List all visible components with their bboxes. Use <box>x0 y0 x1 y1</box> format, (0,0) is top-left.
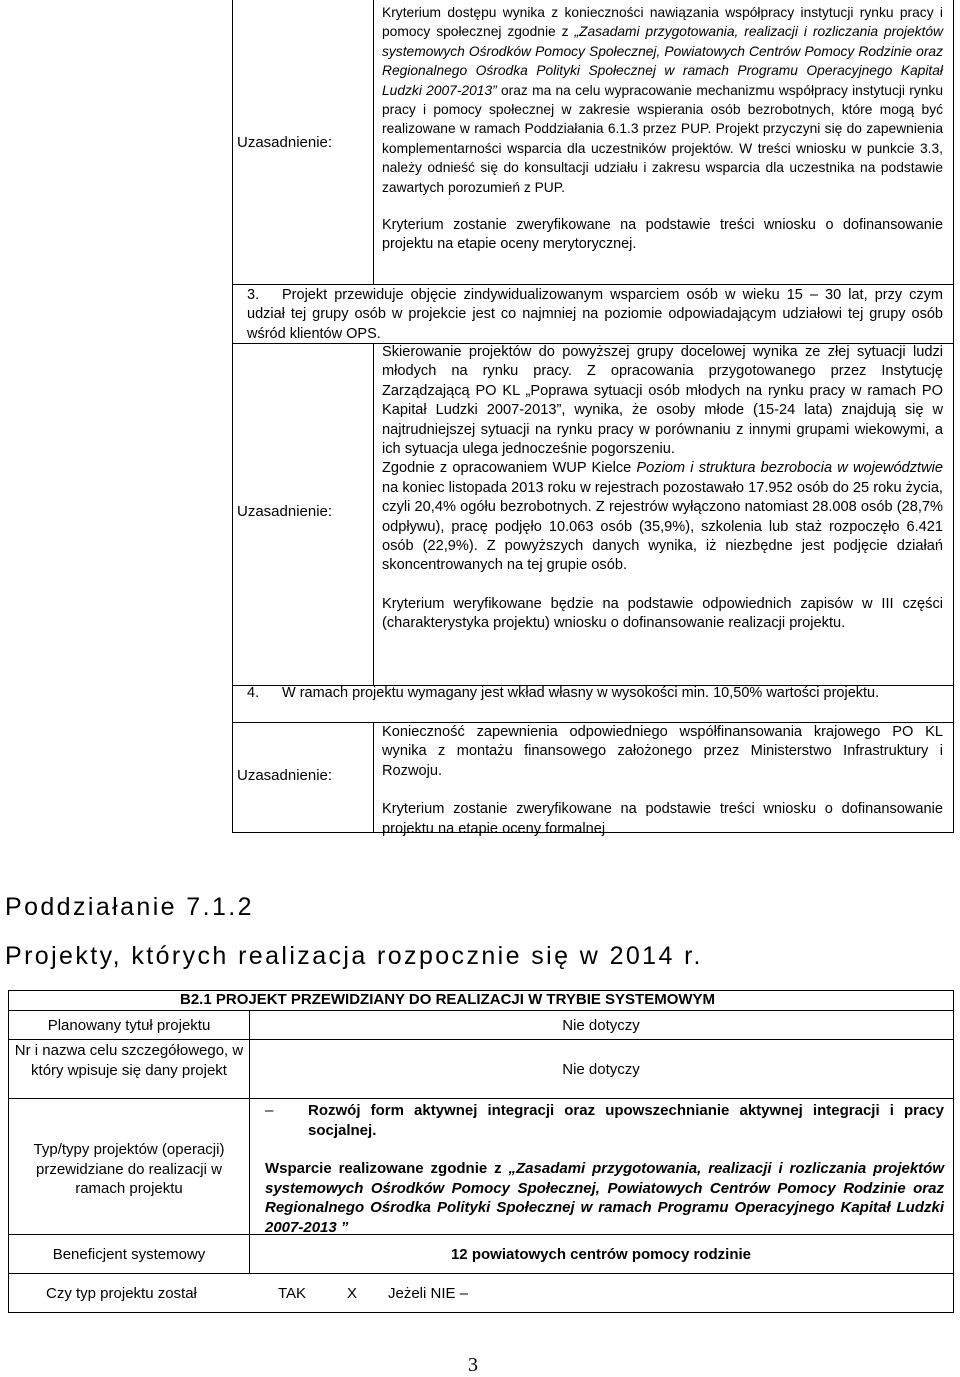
justification-paragraph <box>382 3 943 197</box>
justification-text <box>382 723 943 839</box>
verification-paragraph: Kryterium weryfikowane będzie na podstawie odpowiednich zapisów w III części (charakterystyka projektu) wniosku o dofinansowanie realizacji projektu. <box>382 595 943 632</box>
table-divider <box>373 343 374 685</box>
justification-paragraph <box>382 459 943 575</box>
table-header: B2.1 PROJEKT PRZEWIDZIANY DO REALIZACJI W TRYBIE SYSTEMOWYM <box>180 991 716 1008</box>
verification-paragraph: Kryterium zostanie zweryfikowane na podstawie treści wniosku o dofinansowanie projektu na etapie oceny formalnej <box>382 801 943 837</box>
option-jezeli-nie: Jeżeli NIE – <box>388 1285 469 1302</box>
option-x-mark: X <box>347 1285 358 1302</box>
text-span: na koniec listopada 2013 roku w rejestrach pozostawało 17.952 osób do 25 roku życia, czyli 20,4% ogółu bezrobotnych. Z rejestrów wyłączono natomiast 28.008 osób (28,7% odpływu), pracę podjęło 10.063 osób (35,9%), szkolenia lub staż rozpoczęło 6.421 osób (22,9%). Z powyższych danych wynika, iż niezbędne jest podjęcie działań skoncentrowanych na tej grupie osób. <box>382 479 943 574</box>
section-subheading: Projekty, których realizacja rozpocznie się w 2014 r. <box>5 942 703 970</box>
justification-label: Uzasadnienie: <box>237 503 333 520</box>
row-label-goal: Nr i nazwa celu szczegółowego, w który wpisuje się dany projekt <box>14 1042 244 1079</box>
table-rule <box>8 1039 954 1040</box>
table-border-left <box>232 0 233 832</box>
criterion-text: W ramach projektu wymagany jest wkład własny w wysokości min. 10,50% wartości projektu. <box>282 685 880 701</box>
row-value-type-2 <box>265 1159 944 1237</box>
text-span: Kryterium dostępu wynika z konieczności nawiązania współpracy instytucji rynku pracy i pomocy społecznej zgodnie z <box>382 5 943 40</box>
section-heading: Poddziałanie 7.1.2 <box>5 893 254 921</box>
row-label-title: Planowany tytuł projektu <box>47 1017 211 1034</box>
row-label-type: Typ/typy projektów (operacji) przewidziane do realizacji w ramach projektu <box>33 1141 225 1198</box>
table-rule <box>232 284 954 285</box>
justification-label: Uzasadnienie: <box>237 134 333 151</box>
row-value-type-1: Rozwój form aktywnej integracji oraz upowszechnianie aktywnej integracji i pracy socjalnej. <box>308 1102 944 1139</box>
text-span: Zgodnie z opracowaniem WUP Kielce <box>382 460 637 477</box>
bullet-dash: – <box>265 1102 274 1119</box>
row-value-goal: Nie dotyczy <box>562 1061 640 1078</box>
italic-text-span: Poziom i struktura bezrobocia w województwie <box>636 460 944 477</box>
page-number: 3 <box>468 1354 478 1376</box>
option-tak: TAK <box>278 1285 307 1302</box>
criterion-4 <box>247 684 943 703</box>
row-value-beneficiary: 12 powiatowych centrów pomocy rodzinie <box>450 1246 752 1263</box>
row-label-beneficiary: Beneficjent systemowy <box>52 1246 206 1263</box>
row-label-last: Czy typ projektu został <box>46 1285 197 1302</box>
justification-paragraph: Konieczność zapewnienia odpowiedniego współfinansowania krajowego PO KL wynika z montażu finansowego założonego przez Ministerstwo Infrastruktury i Rozwoju. <box>382 724 943 779</box>
table-divider <box>373 722 374 832</box>
italic-text-span: „Zasadami przygotowania, realizacji i rozliczania projektów systemowych Ośrodków Pomocy Społecznej, Powiatowych Centrów Pomocy Rodzinie oraz Regionalnego Ośrodka Polityki Społecznej w ramach Programu Operacyjnego Kapitał Ludzki 2007-2013” <box>382 24 943 98</box>
table-rule <box>8 1010 954 1011</box>
text-span: oraz ma na celu wypracowanie mechanizmu współpracy instytucji rynku pracy i pomocy społecznej w zakresie wspierania osób bezrobotnych, które mogą być realizowane w ramach Poddziałania 6.1.3 przez PUP. Projekt przyczyni się do zapewnienia komplementarności wsparcia dla uczestników projektów. W treści wniosku w punkcie 3.3, należy odnieść się do konsultacji udziału i zakresu wsparcia dla uczestnika na podstawie zawartych porozumień z PUP. <box>382 82 943 195</box>
table-rule <box>8 1273 954 1274</box>
justification-text <box>382 3 943 255</box>
justification-label: Uzasadnienie: <box>237 767 333 784</box>
italic-text-span: „Zasadami przygotowania, realizacji i rozliczania projektów systemowych Ośrodków Pomocy Społecznej, Powiatowych Centrów Pomocy Rodzinie oraz Regionalnego Ośrodka Polityki Społecznej w ramach Programu Operacyjnego Kapitał Ludzki 2007-2013 ” <box>265 1160 944 1236</box>
row-value-title: Nie dotyczy <box>562 1017 640 1034</box>
criterion-text: Projekt przewiduje objęcie zindywidualizowanym wsparciem osób w wieku 15 – 30 lat, przy czym udział tej grupy osób w projekcie jest co najmniej na poziomie odpowiadającym udziałowi tej grupy osób wśród klientów OPS. <box>247 287 943 342</box>
criterion-number: 3. <box>247 287 260 303</box>
table-rule <box>8 1098 954 1099</box>
justification-paragraph: Skierowanie projektów do powyższej grupy docelowej wynika ze złej sytuacji ludzi młodych na rynku pracy. Z opracowania przygotowanego przez Instytucję Zarządzającą PO KL „Poprawa sytuacji osób młodych na rynku pracy w ramach PO Kapitał Ludzki 2007-2013”, wynika, że osoby młode (15-24 lata) znajdują się w najtrudniejszej sytuacji na rynku pracy w porównaniu z innymi grupami wiekowymi, a ich sytuacja ulega jednocześnie pogorszeniu. <box>382 344 943 458</box>
table-border-right <box>953 0 954 832</box>
criterion-3 <box>247 286 943 344</box>
justification-text <box>382 343 943 634</box>
table-rule <box>8 1312 954 1313</box>
text-span: Wsparcie realizowane zgodnie z <box>265 1160 509 1177</box>
verification-paragraph: Kryterium zostanie zweryfikowane na podstawie treści wniosku o dofinansowanie projektu na etapie oceny merytorycznej. <box>382 217 943 253</box>
criterion-number: 4. <box>247 685 260 701</box>
table-divider <box>373 0 374 284</box>
